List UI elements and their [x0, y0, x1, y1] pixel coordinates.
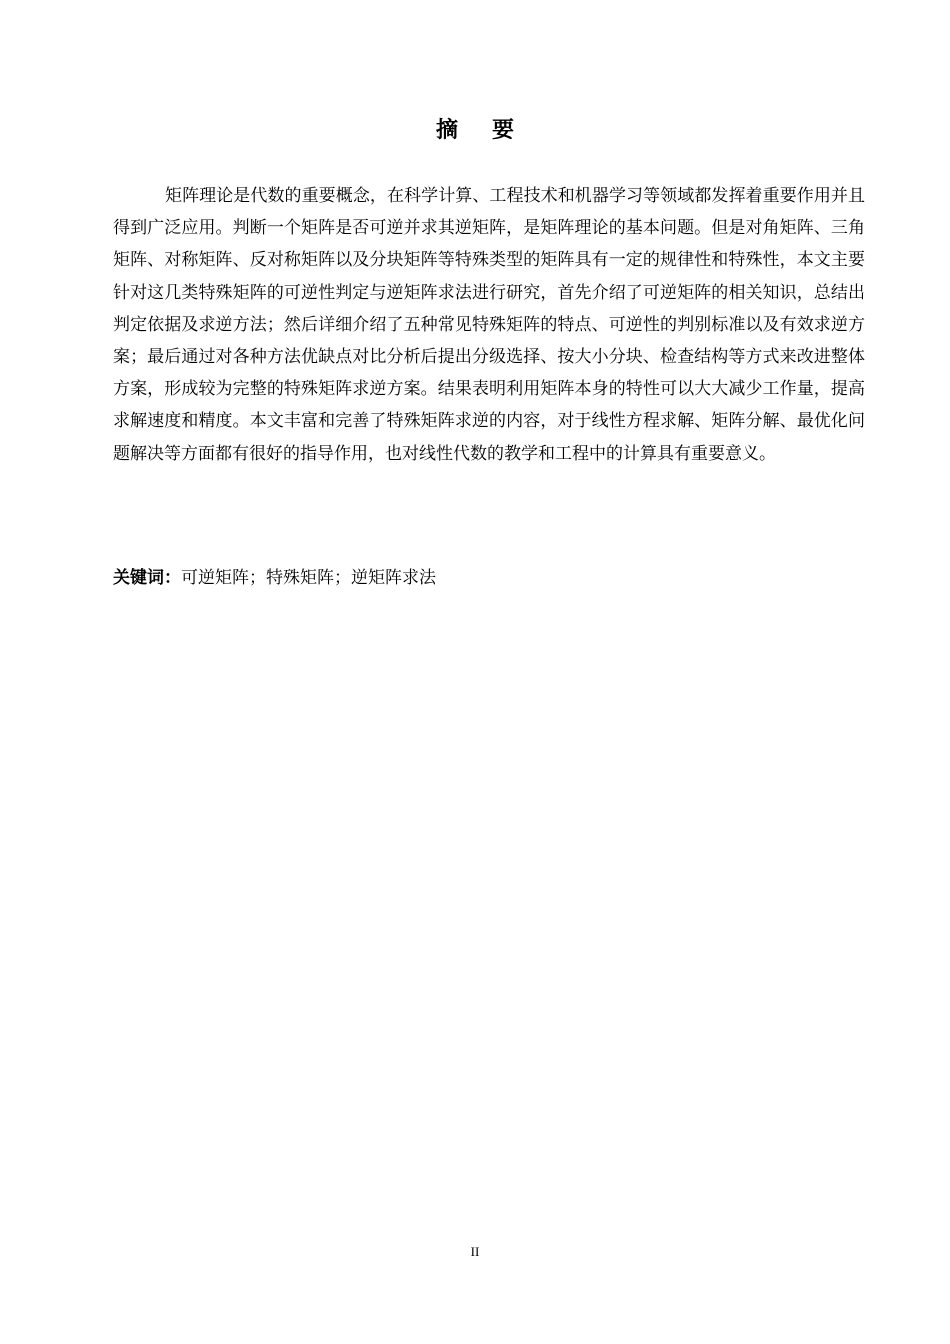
keywords-value: 可逆矩阵；特殊矩阵；逆矩阵求法 — [181, 568, 436, 588]
page-number: II — [470, 1244, 480, 1259]
keywords-label: 关键词： — [113, 568, 181, 588]
page-title: 摘要 — [435, 118, 548, 143]
abstract-body: 矩阵理论是代数的重要概念，在科学计算、工程技术和机器学习等领域都发挥着重要作用并且得到广泛应用。判断一个矩阵是否可逆并求其逆矩阵，是矩阵理论的基本问题。但是对角矩阵、三角矩阵、对称矩阵、反对称矩阵以及分块矩阵等特殊类型的矩阵具有一定的规律性和特殊性，本文主要针对这几类特殊矩阵的可逆性判定与逆矩阵求法进行研究，首先介绍了可逆矩阵的相关知识，总结出判定依据及求逆方法；然后详细介绍了五种常见特殊矩阵的特点、可逆性的判别标准以及有效求逆方案；最后通过对各种方法优缺点对比分析后提出分级选择、按大小分块、检查结构等方式来改进整体方案，形成较为完整的特殊矩阵求逆方案。结果表明利用矩阵本身的特性可以大大减少工作量，提高求解速度和精度。本文丰富和完善了特殊矩阵求逆的内容，对于线性方程求解、矩阵分解、最优化问题解决等方面都有很好的指导作用，也对线性代数的教学和工程中的计算具有重要意义。 — [113, 186, 865, 464]
keywords-line — [113, 562, 865, 594]
